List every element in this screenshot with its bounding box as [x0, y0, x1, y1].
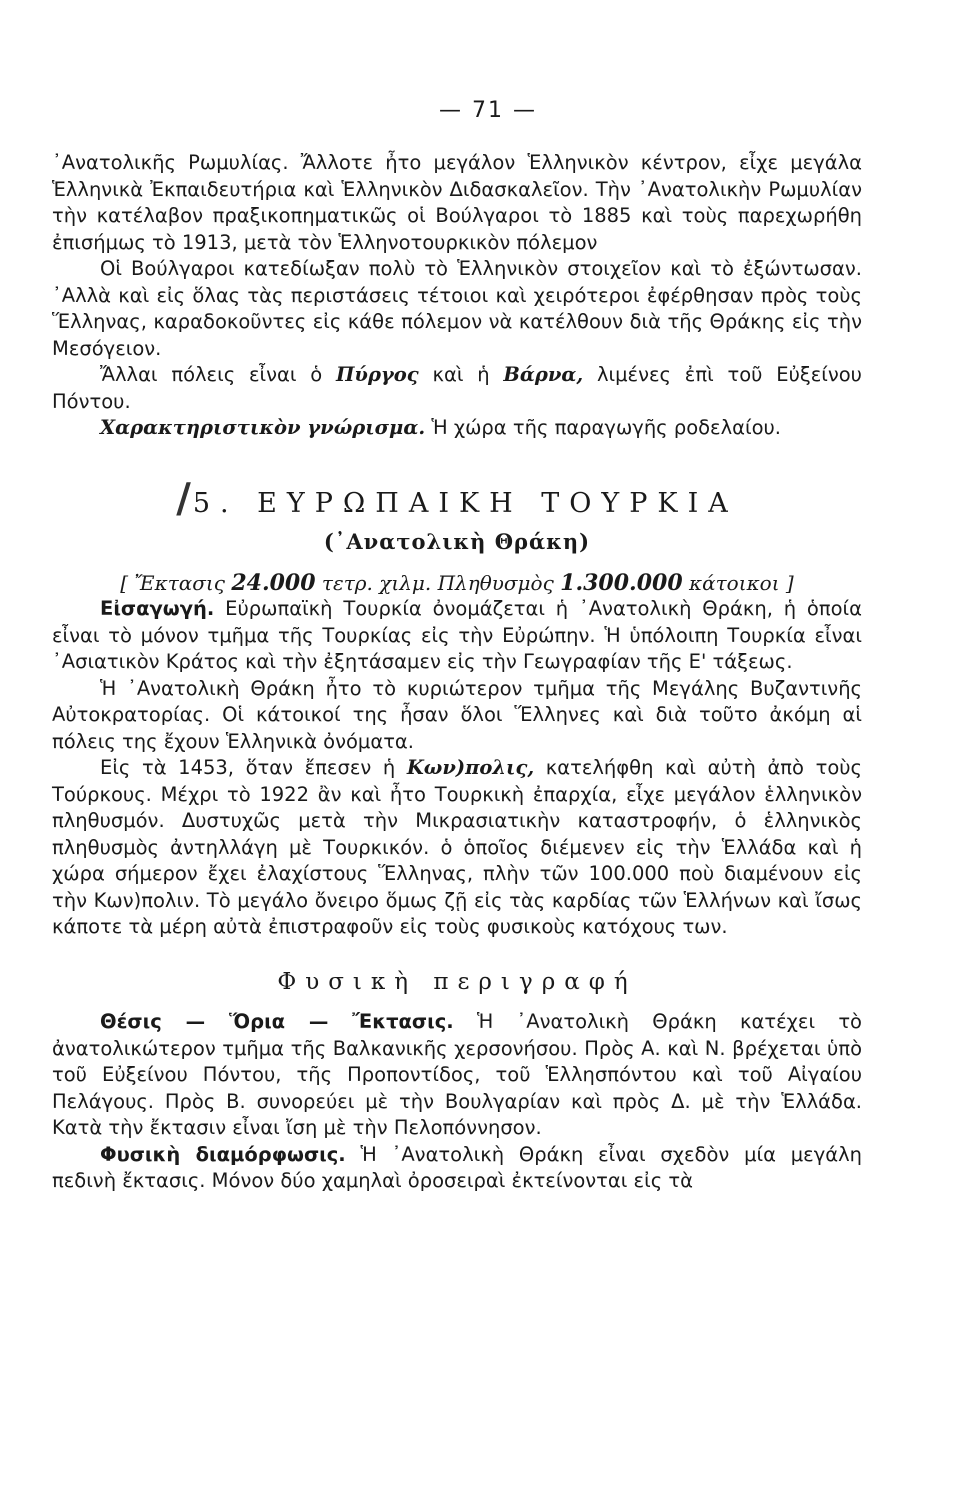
fall-continued: κατελήφθη καὶ αὐτὴ ἀπὸ τοὺς Τούρκους. Μέχρι τὸ 1922 ἂν καὶ ἦτο Τουρκικὴ ἐπαρχία, εἶχε μεγάλον ἑλληνικὸν πληθυσμόν. Δυστυχῶς μετὰ τὴν Μικρασιατικὴν καταστροφήν, ὁ ἑλληνικὸς πληθυσμὸς ἀντηλλάγη μὲ Τουρκικόν. ὁ ὁποῖος διέμενεν εἰς τὴν Ἑλλάδα καὶ ἡ χώρα σήμερον ἔχει ἐλαχίστους Ἕλληνας, πλὴν τῶν 100.000 ποὺ διαμένουν εἰς τὴν Κων)πολιν. Τὸ μεγάλο ὄνειρο ὅμως ζῇ εἰς τὰς καρδίας τῶν Ἑλλήνων καὶ ἴσως κάποτε τὰ μέρη αὐτὰ ἐπιστραφοῦν εἰς τοὺς φυσικοὺς κατόχους των. [52, 756, 862, 938]
characteristic-label: Χαρακτηριστικὸν γνώρισμα. [100, 416, 426, 439]
paragraph-byzantine: Ἡ ᾿Ανατολικὴ Θράκη ἦτο τὸ κυριώτερον τμῆμα τῆς Μεγάλης Βυζαντινῆς Αὐτοκρατορίας. Οἱ κάτοικοί της ἦσαν ὅλοι Ἕλληνες καὶ διὰ τοῦτο ἀκόμη αἱ πόλεις της ἔχουν Ἑλληνικὰ ὀνόματα. [52, 676, 862, 753]
fall-text: Εἰς τὰ 1453, ὅταν ἔπεσεν ἡ [100, 756, 396, 779]
other-cities-ports: λιμένες ἐπὶ τοῦ Εὐξείνου Πόντου. [52, 363, 862, 413]
characteristic-text: Ἡ χώρα τῆς παραγωγῆς ροδελαίου. [431, 416, 782, 439]
extent-value: 24.000 [231, 569, 316, 596]
paragraph-characteristic [52, 415, 862, 442]
city-pyrgos: Πύργος [335, 363, 419, 386]
section-title-text: 5. ΕΥΡΩΠΑΙΚΗ ΤΟΥΡΚΙΑ [192, 487, 738, 519]
paragraph-formation [52, 1142, 862, 1195]
paragraph-bulgarians: Οἱ Βούλγαροι κατεδίωξαν πολὺ τὸ Ἑλληνικὸν στοιχεῖον καὶ τὸ ἐξώντωσαν. ᾿Αλλὰ καὶ εἰς ὅλας τὰς περιστάσεις τέτοιοι καὶ χειρότεροι ἐφέρθησαν πρὸς τοὺς Ἕλληνας, καραδοκοῦντες εἰς κάθε πόλεμον νὰ κατέλθουν διὰ τῆς Θράκης εἰς τὴν Μεσόγειον. [52, 257, 862, 360]
section-title [52, 474, 862, 522]
paragraph-1453 [52, 755, 862, 941]
paragraph-introduction [52, 596, 862, 676]
position-label: Θέσις — Ὅρια — Ἔκτασις. [100, 1010, 454, 1033]
population-unit: κάτοικοι ] [689, 570, 794, 595]
paragraph-rumelia: ᾿Ανατολικῆς Ρωμυλίας. Ἄλλοτε ἦτο μεγάλον Ἑλληνικὸν κέντρον, εἶχε μεγάλα Ἑλληνικὰ Ἐκπαιδευτήρια καὶ Ἑλληνικὸν Διδασκαλεῖον. Τὴν ᾿Ανατολικὴν Ρωμυλίαν τὴν κατέλαβον πραξικοπηματικῶς οἱ Βούλγαροι τὸ 1885 καὶ τοὺς παρεχωρήθη ἐπισήμως τὸ 1913, μετὰ τὸν Ἑλληνοτουρκικὸν πόλεμον [52, 151, 862, 254]
section-extent [52, 570, 862, 597]
city-constantinople: Κων)πολις, [406, 756, 535, 779]
section-subtitle: (᾿Ανατολικὴ Θράκη) [323, 529, 591, 554]
population-value: 1.300.000 [560, 569, 683, 596]
paragraph-position [52, 1009, 862, 1142]
body-text [52, 150, 862, 1195]
population-label: Πληθυσμὸς [437, 570, 554, 595]
introduction-label: Εἰσαγωγή. [100, 597, 215, 620]
paragraph-other-cities [52, 362, 862, 415]
extent-unit: τετρ. χιλμ. [321, 570, 432, 595]
other-cities-and: καὶ ἡ [432, 363, 490, 386]
formation-text: Ἡ ᾿Ανατολικὴ Θράκη εἶναι σχεδὸν μία μεγάλη πεδινὴ ἔκτασις. Μόνον δύο χαμηλαὶ ὀροσειραὶ ἐκτείνονται εἰς τὰ [52, 1142, 862, 1192]
city-varna: Βάρνα, [503, 363, 584, 386]
page-number: — 71 — [439, 98, 537, 123]
formation-label: Φυσικὴ διαμόρφωσις. [100, 1142, 346, 1166]
position-text: Ἡ ᾿Ανατολικὴ Θράκη κατέχει τὸ ἀνατολικώτερον τμῆμα τῆς Βαλκανικῆς χερσονήσου. Πρὸς Α. καὶ Ν. βρέχεται ὑπὸ τοῦ Εὐξείνου Πόντου, τῆς Προποντίδος, τοῦ Ἑλλησπόντου καὶ τοῦ Αἰγαίου Πελάγους. Πρὸς Β. συνορεύει μὲ τὴν Βουλγαρίαν καὶ πρὸς Δ. μὲ τὴν Ἑλλάδα. Κατὰ τὴν ἔκτασιν εἶναι ἴση μὲ τὴν Πελοπόννησον. [52, 1010, 862, 1139]
section-marker: / [176, 474, 191, 522]
physical-description-heading: Φυσικὴ περιγραφή [277, 968, 637, 995]
other-cities-text: Ἄλλαι πόλεις εἶναι ὁ [100, 363, 323, 386]
extent-label: [ Ἔκτασις [120, 570, 225, 595]
introduction-text: Εὐρωπαϊκὴ Τουρκία ὀνομάζεται ἡ ᾿Ανατολικὴ Θράκη, ἡ ὁποία εἶναι τὸ μόνον τμῆμα τῆς Τουρκίας εἰς τὴν Εὐρώπην. Ἡ ὑπόλοιπη Τουρκία εἶναι ᾿Ασιατικὸν Κράτος καὶ τὴν ἐξητάσαμεν εἰς τὴν Γεωγραφίαν τῆς Ε' τάξεως. [52, 597, 862, 673]
